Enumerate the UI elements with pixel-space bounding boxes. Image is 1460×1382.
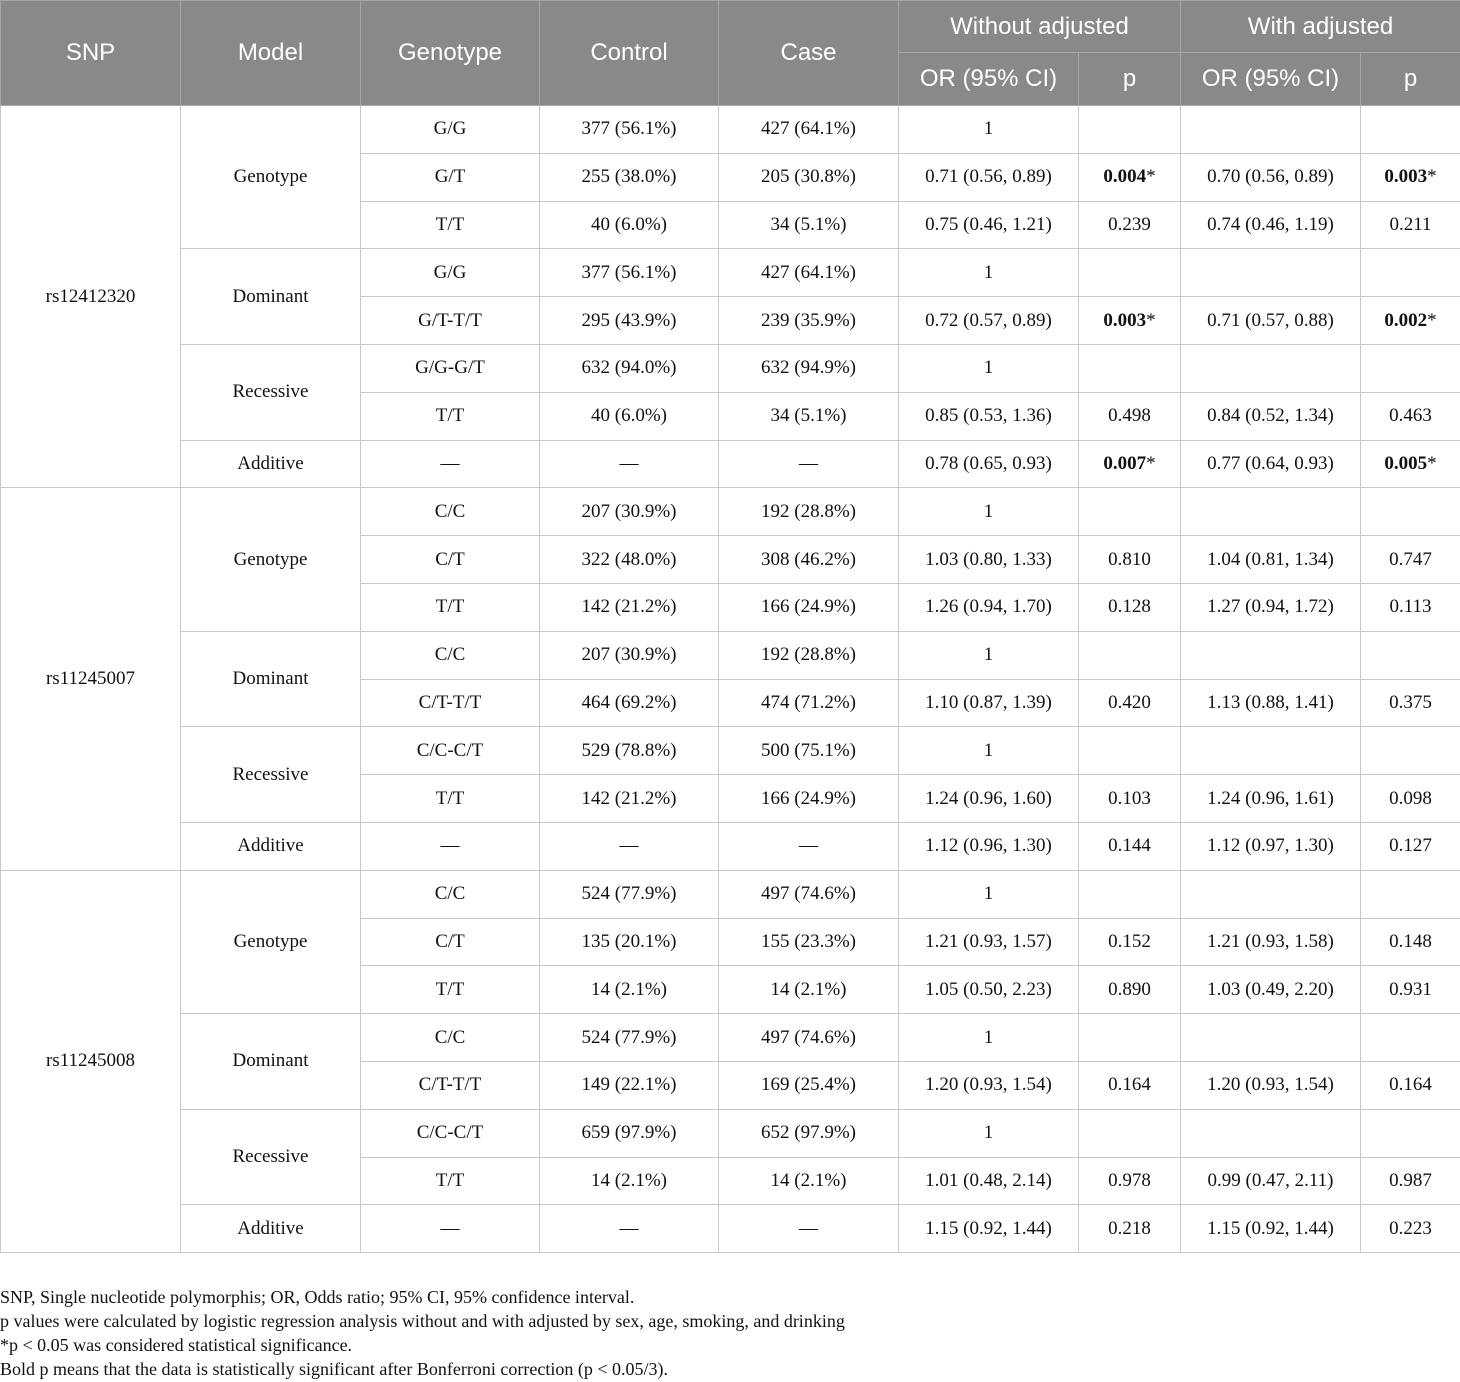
genotype-cell: C/T	[361, 536, 540, 584]
or-unadjusted-cell: 1	[899, 870, 1079, 918]
significance-marker: *	[1427, 166, 1437, 188]
case-cell: 155 (23.3%)	[719, 918, 899, 966]
genotype-cell: —	[361, 1205, 540, 1253]
or-unadjusted-cell: 0.85 (0.53, 1.36)	[899, 392, 1079, 440]
footnote-significance: *p < 0.05 was considered statistical significance.	[0, 1335, 353, 1355]
header-case: Case	[719, 1, 899, 106]
p-adjusted-cell	[1361, 297, 1460, 345]
control-cell: 149 (22.1%)	[540, 1061, 719, 1109]
control-cell: 40 (6.0%)	[540, 392, 719, 440]
or-unadjusted-cell: 0.78 (0.65, 0.93)	[899, 440, 1079, 488]
genotype-cell: G/G-G/T	[361, 344, 540, 392]
case-cell: 205 (30.8%)	[719, 153, 899, 201]
genotype-cell: G/T	[361, 153, 540, 201]
p-value: 0.498	[1108, 405, 1151, 427]
p-unadjusted-cell	[1079, 775, 1181, 823]
p-value: 0.375	[1389, 691, 1432, 713]
or-adjusted-cell	[1181, 727, 1361, 775]
p-adjusted-cell	[1361, 440, 1460, 488]
model-cell: Additive	[181, 1205, 361, 1253]
model-cell: Dominant	[181, 631, 361, 727]
or-unadjusted-cell: 1	[899, 727, 1079, 775]
footnote-abbreviations: SNP, Single nucleotide polymorphis; OR, Odds ratio; 95% CI, 95% confidence interval.	[0, 1287, 635, 1307]
p-adjusted-cell	[1361, 249, 1460, 297]
p-unadjusted-cell	[1079, 1061, 1181, 1109]
table-header	[1, 1, 1460, 106]
genotype-cell: T/T	[361, 201, 540, 249]
p-unadjusted-cell	[1079, 106, 1181, 154]
case-cell: 474 (71.2%)	[719, 679, 899, 727]
p-value: 0.003	[1384, 166, 1428, 188]
case-cell: 427 (64.1%)	[719, 249, 899, 297]
significance-marker: *	[1146, 166, 1156, 188]
p-adjusted-cell	[1361, 488, 1460, 536]
footnote-method: p values were calculated by logistic regression analysis without and with adjusted by sex, age, smoking, and drinking	[0, 1311, 845, 1331]
or-adjusted-cell: 1.21 (0.93, 1.58)	[1181, 918, 1361, 966]
or-adjusted-cell: 1.27 (0.94, 1.72)	[1181, 583, 1361, 631]
case-cell: 14 (2.1%)	[719, 1157, 899, 1205]
case-cell: 166 (24.9%)	[719, 775, 899, 823]
or-adjusted-cell	[1181, 631, 1361, 679]
control-cell: 142 (21.2%)	[540, 775, 719, 823]
p-unadjusted-cell	[1079, 344, 1181, 392]
p-value: 0.164	[1108, 1074, 1151, 1096]
model-cell: Additive	[181, 822, 361, 870]
p-adjusted-cell	[1361, 106, 1460, 154]
p-unadjusted-cell	[1079, 1157, 1181, 1205]
case-cell: —	[719, 440, 899, 488]
p-value: 0.113	[1389, 596, 1432, 618]
table-row	[1, 344, 1460, 392]
or-adjusted-cell: 1.12 (0.97, 1.30)	[1181, 822, 1361, 870]
or-adjusted-cell: 1.15 (0.92, 1.44)	[1181, 1205, 1361, 1253]
p-adjusted-cell	[1361, 918, 1460, 966]
p-value: 0.007	[1103, 452, 1147, 474]
significance-marker: *	[1427, 309, 1437, 331]
p-unadjusted-cell	[1079, 966, 1181, 1014]
table-row	[1, 488, 1460, 536]
table-row	[1, 1109, 1460, 1157]
p-adjusted-cell	[1361, 679, 1460, 727]
control-cell: 524 (77.9%)	[540, 870, 719, 918]
case-cell: —	[719, 1205, 899, 1253]
control-cell: 632 (94.0%)	[540, 344, 719, 392]
or-unadjusted-cell: 1	[899, 344, 1079, 392]
table-row	[1, 870, 1460, 918]
or-adjusted-cell	[1181, 1109, 1361, 1157]
case-cell: 632 (94.9%)	[719, 344, 899, 392]
genotype-cell: C/C	[361, 488, 540, 536]
or-unadjusted-cell: 1.15 (0.92, 1.44)	[899, 1205, 1079, 1253]
model-cell: Recessive	[181, 344, 361, 440]
model-cell: Recessive	[181, 727, 361, 823]
or-adjusted-cell	[1181, 488, 1361, 536]
table-row	[1, 822, 1460, 870]
p-adjusted-cell	[1361, 201, 1460, 249]
or-unadjusted-cell: 1.20 (0.93, 1.54)	[899, 1061, 1079, 1109]
control-cell: 135 (20.1%)	[540, 918, 719, 966]
p-adjusted-cell	[1361, 1061, 1460, 1109]
or-adjusted-cell	[1181, 870, 1361, 918]
p-adjusted-cell	[1361, 727, 1460, 775]
model-cell: Additive	[181, 440, 361, 488]
or-adjusted-cell	[1181, 344, 1361, 392]
case-cell: 169 (25.4%)	[719, 1061, 899, 1109]
case-cell: 652 (97.9%)	[719, 1109, 899, 1157]
genotype-cell: C/C-C/T	[361, 727, 540, 775]
p-unadjusted-cell	[1079, 488, 1181, 536]
p-unadjusted-cell	[1079, 536, 1181, 584]
or-adjusted-cell: 0.77 (0.64, 0.93)	[1181, 440, 1361, 488]
or-unadjusted-cell: 1.05 (0.50, 2.23)	[899, 966, 1079, 1014]
case-cell: 497 (74.6%)	[719, 870, 899, 918]
header-model: Model	[181, 1, 361, 106]
or-unadjusted-cell: 1	[899, 106, 1079, 154]
header-with-adjusted: With adjusted	[1181, 1, 1460, 53]
control-cell: 529 (78.8%)	[540, 727, 719, 775]
case-cell: 500 (75.1%)	[719, 727, 899, 775]
or-adjusted-cell: 1.20 (0.93, 1.54)	[1181, 1061, 1361, 1109]
or-unadjusted-cell: 0.71 (0.56, 0.89)	[899, 153, 1079, 201]
or-unadjusted-cell: 1.01 (0.48, 2.14)	[899, 1157, 1079, 1205]
p-unadjusted-cell	[1079, 1205, 1181, 1253]
control-cell: 464 (69.2%)	[540, 679, 719, 727]
or-adjusted-cell: 1.04 (0.81, 1.34)	[1181, 536, 1361, 584]
model-cell: Recessive	[181, 1109, 361, 1205]
or-adjusted-cell: 1.03 (0.49, 2.20)	[1181, 966, 1361, 1014]
p-value: 0.103	[1108, 787, 1151, 809]
p-unadjusted-cell	[1079, 249, 1181, 297]
p-value: 0.211	[1389, 213, 1432, 235]
table-row	[1, 440, 1460, 488]
or-adjusted-cell	[1181, 249, 1361, 297]
p-value: 0.098	[1389, 787, 1432, 809]
or-adjusted-cell: 0.70 (0.56, 0.89)	[1181, 153, 1361, 201]
header-or-ci-unadjusted: OR (95% CI)	[899, 53, 1079, 106]
p-adjusted-cell	[1361, 966, 1460, 1014]
snp-cell: rs11245007	[1, 488, 181, 870]
p-unadjusted-cell	[1079, 631, 1181, 679]
model-cell: Genotype	[181, 106, 361, 249]
header-control: Control	[540, 1, 719, 106]
header-without-adjusted: Without adjusted	[899, 1, 1181, 53]
table-row	[1, 631, 1460, 679]
p-value: 0.890	[1108, 978, 1151, 1000]
genotype-cell: G/G	[361, 106, 540, 154]
p-adjusted-cell	[1361, 153, 1460, 201]
p-value: 0.420	[1108, 691, 1151, 713]
header-genotype: Genotype	[361, 1, 540, 106]
header-p-adjusted: p	[1361, 53, 1460, 106]
or-unadjusted-cell: 1.26 (0.94, 1.70)	[899, 583, 1079, 631]
genotype-cell: T/T	[361, 775, 540, 823]
or-unadjusted-cell: 0.75 (0.46, 1.21)	[899, 201, 1079, 249]
control-cell: 322 (48.0%)	[540, 536, 719, 584]
genotype-cell: C/C	[361, 631, 540, 679]
or-unadjusted-cell: 1	[899, 488, 1079, 536]
p-adjusted-cell	[1361, 392, 1460, 440]
or-unadjusted-cell: 1.10 (0.87, 1.39)	[899, 679, 1079, 727]
control-cell: 40 (6.0%)	[540, 201, 719, 249]
p-value: 0.987	[1389, 1169, 1432, 1191]
p-value: 0.148	[1389, 930, 1432, 952]
p-adjusted-cell	[1361, 870, 1460, 918]
genotype-cell: C/T-T/T	[361, 679, 540, 727]
or-unadjusted-cell: 1	[899, 1109, 1079, 1157]
table-row	[1, 727, 1460, 775]
or-unadjusted-cell: 0.72 (0.57, 0.89)	[899, 297, 1079, 345]
p-adjusted-cell	[1361, 1157, 1460, 1205]
control-cell: —	[540, 440, 719, 488]
or-unadjusted-cell: 1.12 (0.96, 1.30)	[899, 822, 1079, 870]
table-row	[1, 249, 1460, 297]
control-cell: 295 (43.9%)	[540, 297, 719, 345]
or-unadjusted-cell: 1.03 (0.80, 1.33)	[899, 536, 1079, 584]
case-cell: 34 (5.1%)	[719, 201, 899, 249]
case-cell: 192 (28.8%)	[719, 488, 899, 536]
header-snp: SNP	[1, 1, 181, 106]
p-value: 0.223	[1389, 1217, 1432, 1239]
case-cell: 497 (74.6%)	[719, 1014, 899, 1062]
genotype-cell: T/T	[361, 966, 540, 1014]
significance-marker: *	[1146, 452, 1156, 474]
case-cell: 427 (64.1%)	[719, 106, 899, 154]
header-or-ci-adjusted: OR (95% CI)	[1181, 53, 1361, 106]
or-adjusted-cell: 0.74 (0.46, 1.19)	[1181, 201, 1361, 249]
significance-marker: *	[1427, 452, 1437, 474]
p-adjusted-cell	[1361, 822, 1460, 870]
case-cell: 308 (46.2%)	[719, 536, 899, 584]
genotype-cell: G/G	[361, 249, 540, 297]
p-value: 0.005	[1384, 452, 1428, 474]
case-cell: 166 (24.9%)	[719, 583, 899, 631]
p-unadjusted-cell	[1079, 153, 1181, 201]
p-value: 0.810	[1108, 548, 1151, 570]
p-adjusted-cell	[1361, 631, 1460, 679]
p-value: 0.218	[1108, 1217, 1151, 1239]
model-cell: Dominant	[181, 1014, 361, 1110]
model-cell: Genotype	[181, 488, 361, 631]
table-footnotes	[0, 1285, 845, 1381]
control-cell: 14 (2.1%)	[540, 1157, 719, 1205]
control-cell: 255 (38.0%)	[540, 153, 719, 201]
or-unadjusted-cell: 1.24 (0.96, 1.60)	[899, 775, 1079, 823]
or-adjusted-cell: 0.99 (0.47, 2.11)	[1181, 1157, 1361, 1205]
p-value: 0.003	[1103, 309, 1147, 331]
p-unadjusted-cell	[1079, 822, 1181, 870]
p-unadjusted-cell	[1079, 679, 1181, 727]
p-unadjusted-cell	[1079, 583, 1181, 631]
genotype-cell: C/T-T/T	[361, 1061, 540, 1109]
p-value: 0.239	[1108, 213, 1151, 235]
or-adjusted-cell: 0.84 (0.52, 1.34)	[1181, 392, 1361, 440]
case-cell: 239 (35.9%)	[719, 297, 899, 345]
or-adjusted-cell	[1181, 1014, 1361, 1062]
or-adjusted-cell: 1.13 (0.88, 1.41)	[1181, 679, 1361, 727]
p-value: 0.128	[1108, 596, 1151, 618]
p-value: 0.002	[1384, 309, 1428, 331]
control-cell: 142 (21.2%)	[540, 583, 719, 631]
table-row	[1, 1014, 1460, 1062]
p-adjusted-cell	[1361, 583, 1460, 631]
header-p-unadjusted: p	[1079, 53, 1181, 106]
p-value: 0.978	[1108, 1169, 1151, 1191]
p-value: 0.931	[1389, 978, 1432, 1000]
p-unadjusted-cell	[1079, 1109, 1181, 1157]
p-adjusted-cell	[1361, 344, 1460, 392]
genotype-cell: C/C	[361, 870, 540, 918]
or-unadjusted-cell: 1	[899, 1014, 1079, 1062]
control-cell: 524 (77.9%)	[540, 1014, 719, 1062]
significance-marker: *	[1146, 309, 1156, 331]
case-cell: 34 (5.1%)	[719, 392, 899, 440]
p-value: 0.164	[1389, 1074, 1432, 1096]
genotype-cell: C/C-C/T	[361, 1109, 540, 1157]
control-cell: 14 (2.1%)	[540, 966, 719, 1014]
genotype-cell: T/T	[361, 583, 540, 631]
p-unadjusted-cell	[1079, 870, 1181, 918]
or-unadjusted-cell: 1.21 (0.93, 1.57)	[899, 918, 1079, 966]
control-cell: 207 (30.9%)	[540, 631, 719, 679]
genotype-cell: C/T	[361, 918, 540, 966]
p-value: 0.747	[1389, 548, 1432, 570]
genotype-cell: T/T	[361, 392, 540, 440]
or-unadjusted-cell: 1	[899, 631, 1079, 679]
control-cell: —	[540, 1205, 719, 1253]
table-body	[1, 106, 1460, 1253]
p-unadjusted-cell	[1079, 297, 1181, 345]
footnote-bonferroni: Bold p means that the data is statistically significant after Bonferroni correction (p < 0.05/3).	[0, 1359, 668, 1379]
model-cell: Genotype	[181, 870, 361, 1013]
p-value: 0.004	[1103, 166, 1147, 188]
table-row	[1, 106, 1460, 154]
snp-cell: rs11245008	[1, 870, 181, 1252]
case-cell: —	[719, 822, 899, 870]
p-adjusted-cell	[1361, 1014, 1460, 1062]
model-cell: Dominant	[181, 249, 361, 345]
p-unadjusted-cell	[1079, 440, 1181, 488]
control-cell: 377 (56.1%)	[540, 106, 719, 154]
or-unadjusted-cell: 1	[899, 249, 1079, 297]
or-adjusted-cell: 1.24 (0.96, 1.61)	[1181, 775, 1361, 823]
or-adjusted-cell: 0.71 (0.57, 0.88)	[1181, 297, 1361, 345]
genotype-cell: —	[361, 822, 540, 870]
p-value: 0.127	[1389, 835, 1432, 857]
p-adjusted-cell	[1361, 536, 1460, 584]
p-value: 0.463	[1389, 405, 1432, 427]
p-adjusted-cell	[1361, 1205, 1460, 1253]
case-cell: 192 (28.8%)	[719, 631, 899, 679]
p-adjusted-cell	[1361, 1109, 1460, 1157]
p-unadjusted-cell	[1079, 1014, 1181, 1062]
p-unadjusted-cell	[1079, 392, 1181, 440]
control-cell: 207 (30.9%)	[540, 488, 719, 536]
case-cell: 14 (2.1%)	[719, 966, 899, 1014]
control-cell: —	[540, 822, 719, 870]
genotype-cell: C/C	[361, 1014, 540, 1062]
p-unadjusted-cell	[1079, 727, 1181, 775]
control-cell: 377 (56.1%)	[540, 249, 719, 297]
genotype-cell: G/T-T/T	[361, 297, 540, 345]
p-unadjusted-cell	[1079, 201, 1181, 249]
snp-cell: rs12412320	[1, 106, 181, 488]
control-cell: 659 (97.9%)	[540, 1109, 719, 1157]
p-value: 0.144	[1108, 835, 1151, 857]
p-adjusted-cell	[1361, 775, 1460, 823]
genotype-cell: T/T	[361, 1157, 540, 1205]
genotype-cell: —	[361, 440, 540, 488]
or-adjusted-cell	[1181, 106, 1361, 154]
p-value: 0.152	[1108, 930, 1151, 952]
table-row	[1, 1205, 1460, 1253]
p-unadjusted-cell	[1079, 918, 1181, 966]
